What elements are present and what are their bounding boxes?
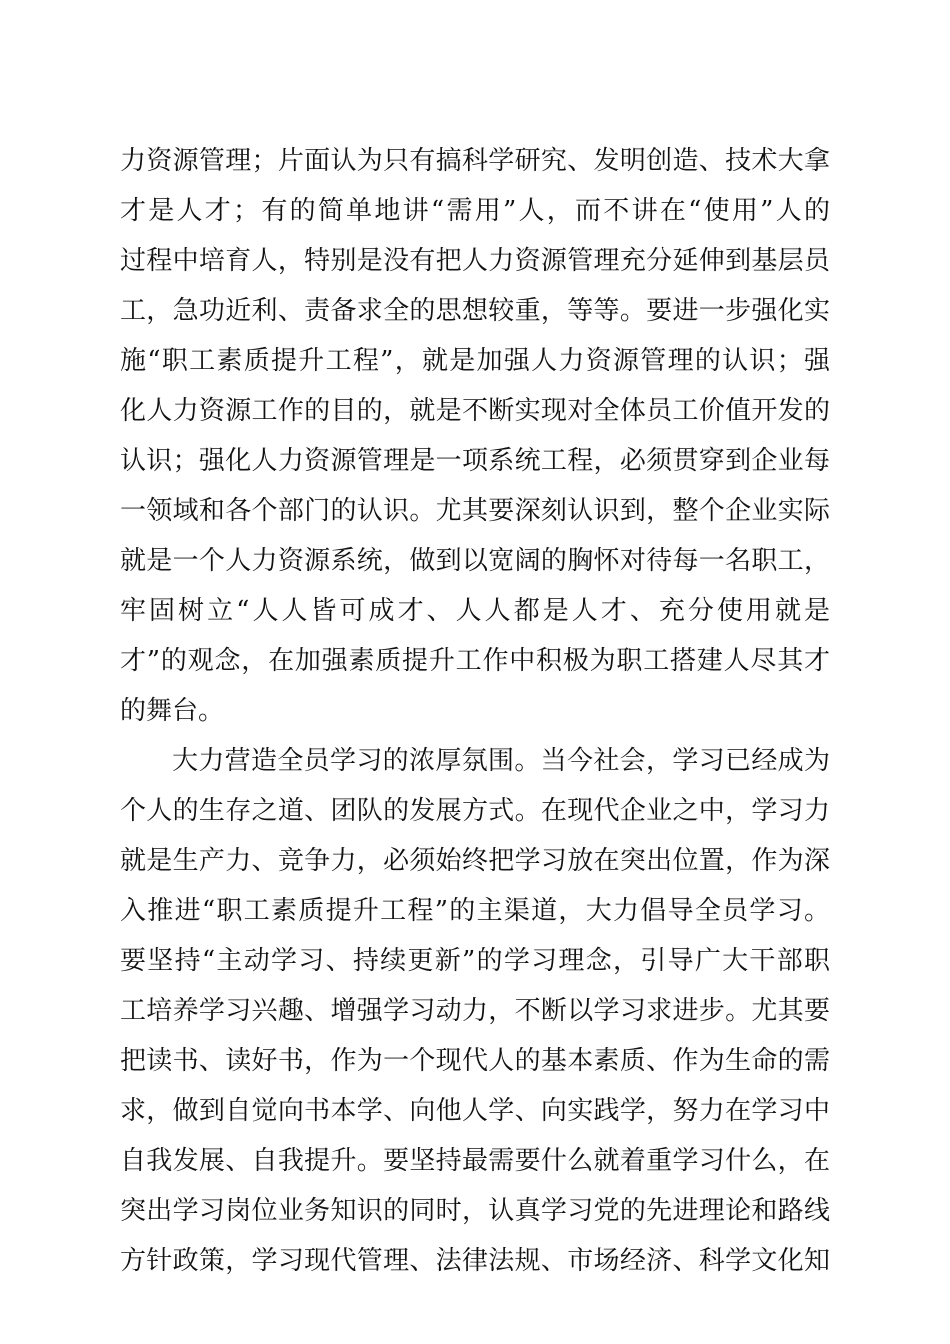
text-line: 方针政策，学习现代管理、法律法规、市场经济、科学文化知 [120,1246,830,1276]
text-line: 才”的观念，在加强素质提升工作中积极为职工搭建人尽其才 [120,646,830,676]
text-line: 要坚持“主动学习、持续更新”的学习理念，引导广大干部职 [120,946,830,976]
text-line: 个人的生存之道、团队的发展方式。在现代企业之中，学习力 [120,796,830,826]
text-line: 突出学习岗位业务知识的同时，认真学习党的先进理论和路线 [120,1196,830,1226]
text-line: 就是生产力、竞争力，必须始终把学习放在突出位置，作为深 [120,846,830,876]
text-line: 自我发展、自我提升。要坚持最需要什么就着重学习什么，在 [120,1146,830,1176]
text-line: 就是一个人力资源系统，做到以宽阔的胸怀对待每一名职工， [120,546,830,576]
text-line: 求，做到自觉向书本学、向他人学、向实践学，努力在学习中 [120,1096,830,1126]
text-line: 工培养学习兴趣、增强学习动力，不断以学习求进步。尤其要 [120,996,830,1026]
text-line: 认识；强化人力资源管理是一项系统工程，必须贯穿到企业每 [120,446,830,476]
text-line: 牢固树立“人人皆可成才、人人都是人才、充分使用就是 [120,596,830,626]
text-line: 过程中培育人，特别是没有把人力资源管理充分延伸到基层员 [120,246,830,276]
text-line: 工，急功近利、责备求全的思想较重，等等。要进一步强化实 [120,296,830,326]
text-line: 化人力资源工作的目的，就是不断实现对全体员工价值开发的 [120,396,830,426]
text-line: 一领域和各个部门的认识。尤其要深刻认识到，整个企业实际 [120,496,830,526]
text-line: 把读书、读好书，作为一个现代人的基本素质、作为生命的需 [120,1046,830,1076]
text-line: 的舞台。 [120,696,225,726]
paragraph-first-line: 大力营造全员学习的浓厚氛围。当今社会，学习已经成为 [172,746,830,776]
document-body [120,136,830,1286]
text-line: 才是人才；有的简单地讲“需用”人，而不讲在“使用”人的 [120,196,830,226]
text-line: 施“职工素质提升工程”，就是加强人力资源管理的认识；强 [120,346,830,376]
text-line: 入推进“职工素质提升工程”的主渠道，大力倡导全员学习。 [120,896,830,926]
text-line: 力资源管理；片面认为只有搞科学研究、发明创造、技术大拿 [120,146,830,176]
